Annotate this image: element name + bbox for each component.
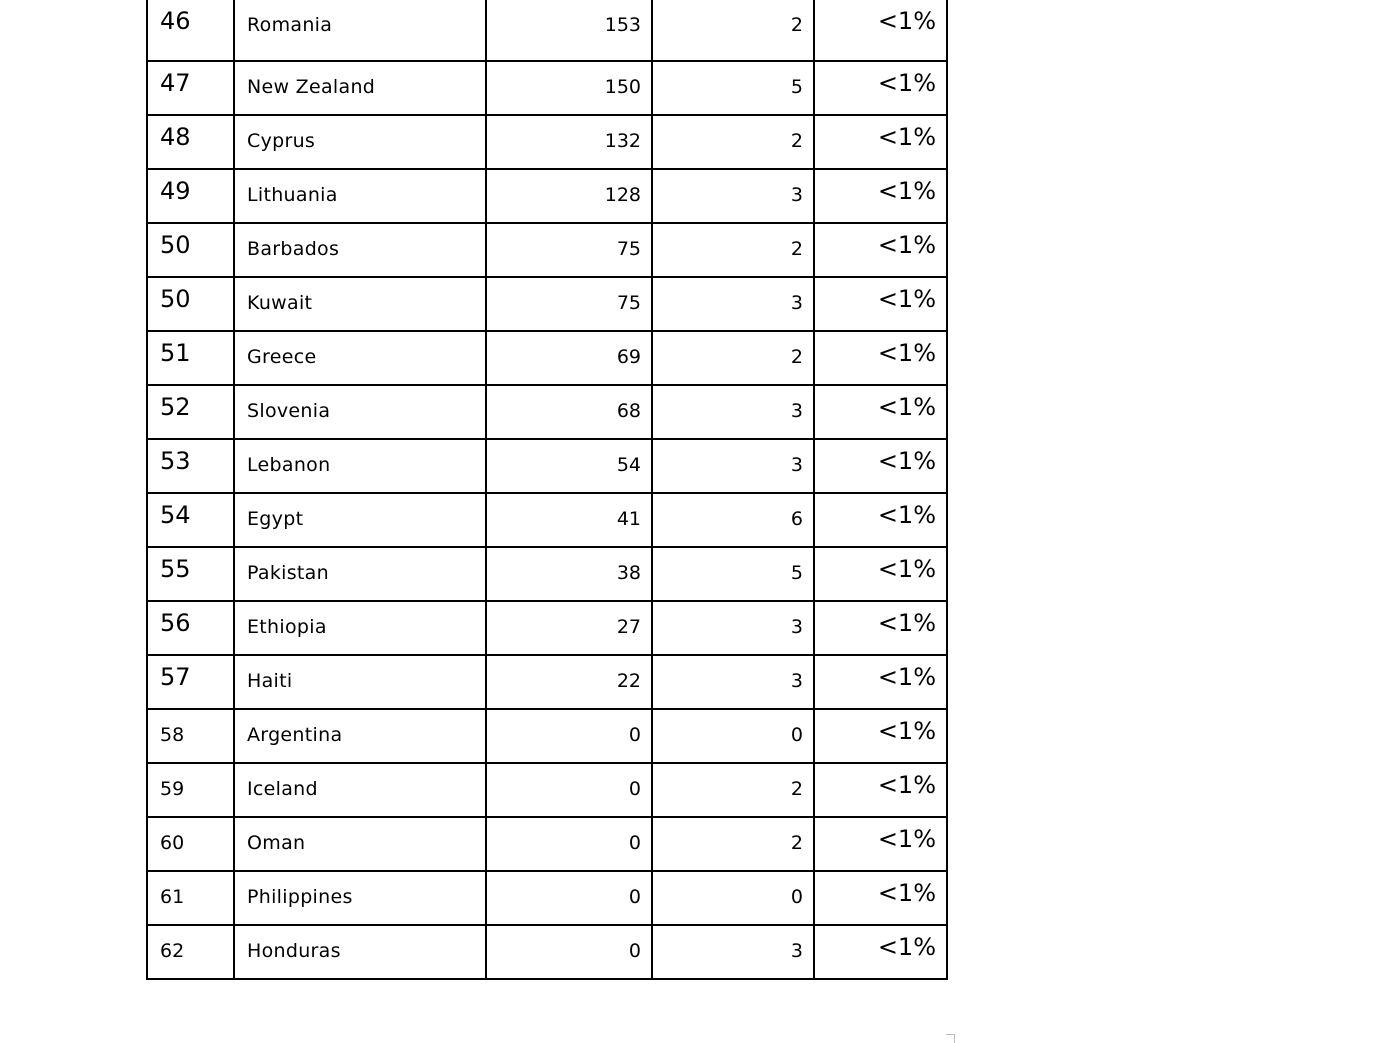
percent-cell [814, 223, 947, 277]
percent-value: <1% [877, 717, 936, 745]
percent-cell [814, 601, 947, 655]
rank-cell [147, 169, 234, 223]
country-cell [234, 385, 486, 439]
column-4-cell [652, 331, 814, 385]
column-4-value: 3 [790, 616, 803, 638]
column-4-value: 6 [790, 508, 803, 530]
country-cell [234, 169, 486, 223]
column-3-cell [486, 709, 652, 763]
rank-value: 54 [160, 501, 191, 529]
rank-cell [147, 817, 234, 871]
rank-value: 51 [160, 339, 191, 367]
column-3-value: 27 [616, 616, 641, 638]
column-4-cell [652, 385, 814, 439]
percent-cell [814, 61, 947, 115]
table-row [147, 925, 947, 979]
column-3-cell [486, 547, 652, 601]
country-name: Lithuania [247, 184, 338, 206]
country-cell [234, 223, 486, 277]
rank-value: 62 [160, 940, 185, 962]
rank-cell [147, 0, 234, 61]
rank-cell [147, 61, 234, 115]
percent-value: <1% [877, 69, 936, 97]
rank-value: 47 [160, 69, 191, 97]
column-4-value: 5 [790, 562, 803, 584]
column-3-value: 69 [616, 346, 641, 368]
column-3-cell [486, 331, 652, 385]
column-4-cell [652, 223, 814, 277]
column-3-cell [486, 763, 652, 817]
column-3-value: 41 [616, 508, 641, 530]
table-body [147, 0, 947, 979]
rank-cell [147, 331, 234, 385]
column-4-value: 2 [790, 778, 803, 800]
rank-value: 55 [160, 555, 191, 583]
country-cell [234, 763, 486, 817]
table-row [147, 115, 947, 169]
country-name: Ethiopia [247, 616, 327, 638]
rank-cell [147, 115, 234, 169]
table-row [147, 709, 947, 763]
country-cell [234, 115, 486, 169]
column-3-value: 54 [616, 454, 641, 476]
column-3-value: 75 [616, 292, 641, 314]
rank-value: 50 [160, 231, 191, 259]
country-name: Argentina [247, 724, 343, 746]
column-3-value: 132 [604, 130, 641, 152]
country-cell [234, 439, 486, 493]
rank-cell [147, 655, 234, 709]
column-3-cell [486, 61, 652, 115]
percent-value: <1% [877, 447, 936, 475]
percent-value: <1% [877, 501, 936, 529]
percent-value: <1% [877, 663, 936, 691]
column-4-cell [652, 655, 814, 709]
column-3-cell [486, 115, 652, 169]
column-4-value: 3 [790, 454, 803, 476]
column-4-cell [652, 493, 814, 547]
rank-cell [147, 925, 234, 979]
country-name: Lebanon [247, 454, 331, 476]
percent-value: <1% [877, 933, 936, 961]
column-4-cell [652, 115, 814, 169]
table-row [147, 0, 947, 61]
table-row [147, 871, 947, 925]
percent-value: <1% [877, 609, 936, 637]
table-row [147, 277, 947, 331]
rank-value: 60 [160, 832, 185, 854]
rank-value: 58 [160, 724, 185, 746]
column-4-cell [652, 763, 814, 817]
percent-value: <1% [877, 339, 936, 367]
table-row [147, 169, 947, 223]
rank-value: 48 [160, 123, 191, 151]
column-4-value: 3 [790, 940, 803, 962]
data-table [146, 0, 948, 980]
country-name: Romania [247, 14, 333, 36]
column-3-cell [486, 871, 652, 925]
column-4-value: 3 [790, 292, 803, 314]
column-3-cell [486, 385, 652, 439]
column-4-cell [652, 709, 814, 763]
column-4-cell [652, 61, 814, 115]
column-3-value: 22 [616, 670, 641, 692]
percent-value: <1% [877, 123, 936, 151]
table-row [147, 655, 947, 709]
column-4-cell [652, 925, 814, 979]
column-4-value: 0 [790, 886, 803, 908]
column-4-value: 2 [790, 238, 803, 260]
table-row [147, 331, 947, 385]
column-3-cell [486, 0, 652, 61]
percent-cell [814, 115, 947, 169]
country-name: Slovenia [247, 400, 331, 422]
percent-value: <1% [877, 177, 936, 205]
percent-value: <1% [877, 555, 936, 583]
column-3-cell [486, 601, 652, 655]
column-3-value: 128 [604, 184, 641, 206]
percent-cell [814, 385, 947, 439]
table-row [147, 61, 947, 115]
rank-value: 46 [160, 7, 191, 35]
percent-value: <1% [877, 285, 936, 313]
column-3-value: 38 [616, 562, 641, 584]
percent-value: <1% [877, 7, 936, 35]
country-name: Iceland [247, 778, 318, 800]
column-3-value: 68 [616, 400, 641, 422]
table-row [147, 439, 947, 493]
column-4-value: 3 [790, 184, 803, 206]
column-4-cell [652, 601, 814, 655]
rank-value: 57 [160, 663, 191, 691]
page-corner-mark [946, 1034, 955, 1043]
rank-cell [147, 547, 234, 601]
rank-cell [147, 385, 234, 439]
country-cell [234, 493, 486, 547]
percent-cell [814, 763, 947, 817]
percent-value: <1% [877, 393, 936, 421]
percent-value: <1% [877, 879, 936, 907]
percent-cell [814, 0, 947, 61]
column-4-cell [652, 277, 814, 331]
percent-cell [814, 925, 947, 979]
country-cell [234, 0, 486, 61]
percent-cell [814, 331, 947, 385]
country-cell [234, 601, 486, 655]
percent-cell [814, 439, 947, 493]
table-row [147, 223, 947, 277]
rank-value: 50 [160, 285, 191, 313]
percent-cell [814, 709, 947, 763]
column-4-value: 3 [790, 400, 803, 422]
table-row [147, 493, 947, 547]
table-row [147, 817, 947, 871]
column-3-cell [486, 439, 652, 493]
table-row [147, 385, 947, 439]
column-4-cell [652, 169, 814, 223]
rank-cell [147, 439, 234, 493]
column-4-cell [652, 817, 814, 871]
rank-value: 59 [160, 778, 185, 800]
column-4-cell [652, 439, 814, 493]
column-3-value: 150 [604, 76, 641, 98]
country-name: Cyprus [247, 130, 316, 152]
column-3-cell [486, 223, 652, 277]
column-4-value: 2 [790, 832, 803, 854]
column-3-value: 75 [616, 238, 641, 260]
percent-cell [814, 655, 947, 709]
table-row [147, 601, 947, 655]
country-name: Honduras [247, 940, 341, 962]
country-cell [234, 61, 486, 115]
rank-cell [147, 277, 234, 331]
percent-cell [814, 547, 947, 601]
country-cell [234, 871, 486, 925]
column-3-value: 0 [628, 940, 641, 962]
country-cell [234, 331, 486, 385]
country-name: Egypt [247, 508, 304, 530]
country-name: Kuwait [247, 292, 313, 314]
percent-cell [814, 277, 947, 331]
column-4-cell [652, 547, 814, 601]
column-4-value: 3 [790, 670, 803, 692]
column-3-value: 153 [604, 14, 641, 36]
rank-value: 61 [160, 886, 185, 908]
country-cell [234, 709, 486, 763]
rank-value: 49 [160, 177, 191, 205]
rank-value: 56 [160, 609, 191, 637]
country-name: Pakistan [247, 562, 329, 584]
percent-value: <1% [877, 771, 936, 799]
country-cell [234, 817, 486, 871]
country-name: Oman [247, 832, 306, 854]
rank-value: 52 [160, 393, 191, 421]
rank-cell [147, 709, 234, 763]
rank-cell [147, 223, 234, 277]
country-cell [234, 547, 486, 601]
country-name: Greece [247, 346, 317, 368]
column-3-value: 0 [628, 724, 641, 746]
percent-cell [814, 817, 947, 871]
country-name: Philippines [247, 886, 353, 908]
column-4-value: 2 [790, 346, 803, 368]
column-4-value: 5 [790, 76, 803, 98]
column-3-value: 0 [628, 886, 641, 908]
column-3-cell [486, 277, 652, 331]
column-3-cell [486, 655, 652, 709]
country-cell [234, 277, 486, 331]
percent-cell [814, 871, 947, 925]
table-row [147, 547, 947, 601]
column-3-cell [486, 817, 652, 871]
country-name: New Zealand [247, 76, 376, 98]
column-3-value: 0 [628, 778, 641, 800]
column-3-cell [486, 169, 652, 223]
country-cell [234, 655, 486, 709]
percent-cell [814, 169, 947, 223]
percent-value: <1% [877, 825, 936, 853]
rank-cell [147, 871, 234, 925]
country-name: Barbados [247, 238, 340, 260]
column-3-cell [486, 493, 652, 547]
column-4-value: 2 [790, 130, 803, 152]
country-cell [234, 925, 486, 979]
column-4-value: 0 [790, 724, 803, 746]
country-name: Haiti [247, 670, 293, 692]
rank-cell [147, 493, 234, 547]
column-4-cell [652, 871, 814, 925]
column-4-cell [652, 0, 814, 61]
table-row [147, 763, 947, 817]
column-3-cell [486, 925, 652, 979]
percent-value: <1% [877, 231, 936, 259]
column-3-value: 0 [628, 832, 641, 854]
percent-cell [814, 493, 947, 547]
rank-cell [147, 601, 234, 655]
column-4-value: 2 [790, 14, 803, 36]
rank-cell [147, 763, 234, 817]
rank-value: 53 [160, 447, 191, 475]
